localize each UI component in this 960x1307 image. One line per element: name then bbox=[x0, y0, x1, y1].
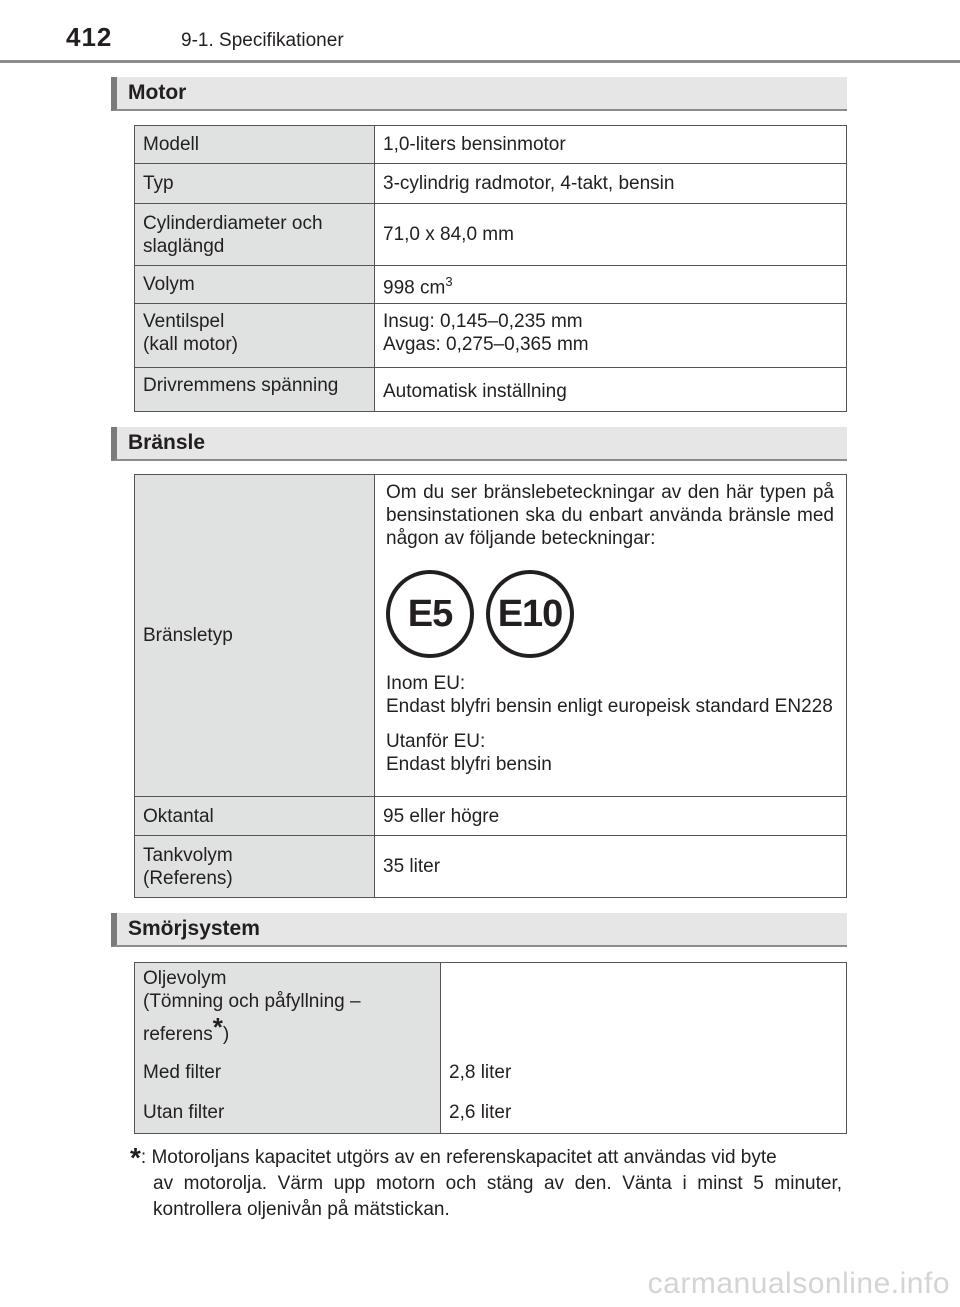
table-row bbox=[135, 797, 847, 836]
table-row bbox=[135, 475, 847, 797]
row-label-line: Tankvolym bbox=[143, 844, 233, 866]
page-header bbox=[0, 20, 960, 64]
table-row bbox=[135, 204, 847, 266]
row-value: 2,6 liter bbox=[441, 1092, 847, 1134]
non-eu-text: Endast blyfri bensin bbox=[386, 754, 552, 775]
footnote-marker: * bbox=[212, 1012, 223, 1042]
table-row bbox=[135, 304, 847, 368]
fuel-badge-e10: E10 bbox=[486, 570, 574, 658]
row-value-line: Avgas: 0,275–0,365 mm bbox=[383, 334, 589, 355]
section-title: Smörjsystem bbox=[128, 917, 260, 940]
row-value: 2,8 liter bbox=[441, 1054, 847, 1092]
fuel-badge-e5: E5 bbox=[386, 570, 474, 658]
lubrication-spec-table bbox=[134, 962, 847, 1134]
row-value: 95 eller högre bbox=[375, 797, 847, 836]
row-value bbox=[441, 963, 847, 1054]
volume-value: 998 cm bbox=[383, 277, 446, 299]
row-label-text: Cylinderdiameter och slaglängd bbox=[143, 212, 323, 257]
fuel-badges bbox=[386, 570, 834, 658]
row-label-line: (Referens) bbox=[143, 867, 233, 889]
row-label bbox=[135, 963, 441, 1054]
table-row bbox=[135, 1092, 847, 1134]
row-label-text: referens bbox=[143, 1024, 213, 1045]
row-value-line: Insug: 0,145–0,235 mm bbox=[383, 311, 583, 332]
section-title: Bränsle bbox=[128, 431, 206, 454]
watermark-text: carmanualsonline.info bbox=[647, 1267, 950, 1300]
row-label-text: ) bbox=[222, 1024, 230, 1045]
row-label: Modell bbox=[135, 126, 375, 164]
row-value bbox=[375, 304, 847, 368]
row-label: Bränsletyp bbox=[135, 475, 375, 797]
table-row bbox=[135, 266, 847, 304]
row-value: 71,0 x 84,0 mm bbox=[375, 204, 847, 266]
row-value: 35 liter bbox=[375, 836, 847, 898]
row-label bbox=[135, 204, 375, 266]
row-label-line: Oljevolym bbox=[143, 968, 227, 989]
row-label: Typ bbox=[135, 164, 375, 204]
row-value: 3-cylindrig radmotor, 4-takt, bensin bbox=[375, 164, 847, 204]
row-label bbox=[135, 304, 375, 368]
motor-spec-table bbox=[134, 125, 847, 412]
row-label-line: (kall motor) bbox=[143, 334, 239, 355]
row-label: Utan filter bbox=[135, 1092, 441, 1134]
row-label: Volym bbox=[135, 266, 375, 304]
footnote bbox=[130, 1142, 842, 1223]
row-value: 1,0-liters bensinmotor bbox=[375, 126, 847, 164]
row-label-line: Ventilspel bbox=[143, 311, 225, 332]
footnote-marker: * bbox=[130, 1142, 141, 1173]
row-value bbox=[375, 266, 847, 304]
row-label-line: (Tömning och påfyllning – bbox=[143, 991, 361, 1012]
header-divider bbox=[0, 60, 960, 63]
table-row bbox=[135, 368, 847, 412]
row-label: Drivremmens spänning bbox=[135, 368, 375, 412]
volume-unit-superscript: 3 bbox=[445, 273, 453, 289]
footnote-text: : Motoroljans kapacitet utgörs av en referenskapacitet att användas vid byte bbox=[140, 1147, 777, 1168]
table-row bbox=[135, 126, 847, 164]
table-row bbox=[135, 164, 847, 204]
table-row bbox=[135, 836, 847, 898]
chapter-title: 9-1. Specifikationer bbox=[181, 30, 344, 51]
section-heading-motor bbox=[111, 77, 847, 111]
row-label: Med filter bbox=[135, 1054, 441, 1092]
row-value: Automatisk inställning bbox=[375, 368, 847, 412]
row-label: Oktantal bbox=[135, 797, 375, 836]
section-heading-fuel bbox=[111, 427, 847, 461]
non-eu-heading: Utanför EU: bbox=[386, 731, 486, 752]
page-number: 412 bbox=[66, 22, 113, 52]
footnote-first-line bbox=[130, 1142, 842, 1173]
eu-text: Endast blyfri bensin enligt europeisk standard EN228 bbox=[386, 696, 833, 717]
section-heading-lubrication bbox=[111, 913, 847, 947]
table-row bbox=[135, 963, 847, 1054]
row-value bbox=[375, 475, 847, 797]
fuel-intro-text: Om du ser bränslebeteckningar av den här typen på bensinstationen ska du enbart använda bränsle med någon av följande beteckningar: bbox=[386, 482, 834, 549]
table-row bbox=[135, 1054, 847, 1092]
section-title: Motor bbox=[128, 81, 187, 104]
row-label-line bbox=[143, 1012, 432, 1046]
fuel-spec-table bbox=[134, 474, 847, 898]
row-label bbox=[135, 836, 375, 898]
eu-heading: Inom EU: bbox=[386, 673, 466, 694]
footnote-text-continued: av motorolja. Värm upp motorn och stäng av den. Vänta i minst 5 minuter, kontrollera oljenivån på mätstickan. bbox=[153, 1173, 842, 1220]
